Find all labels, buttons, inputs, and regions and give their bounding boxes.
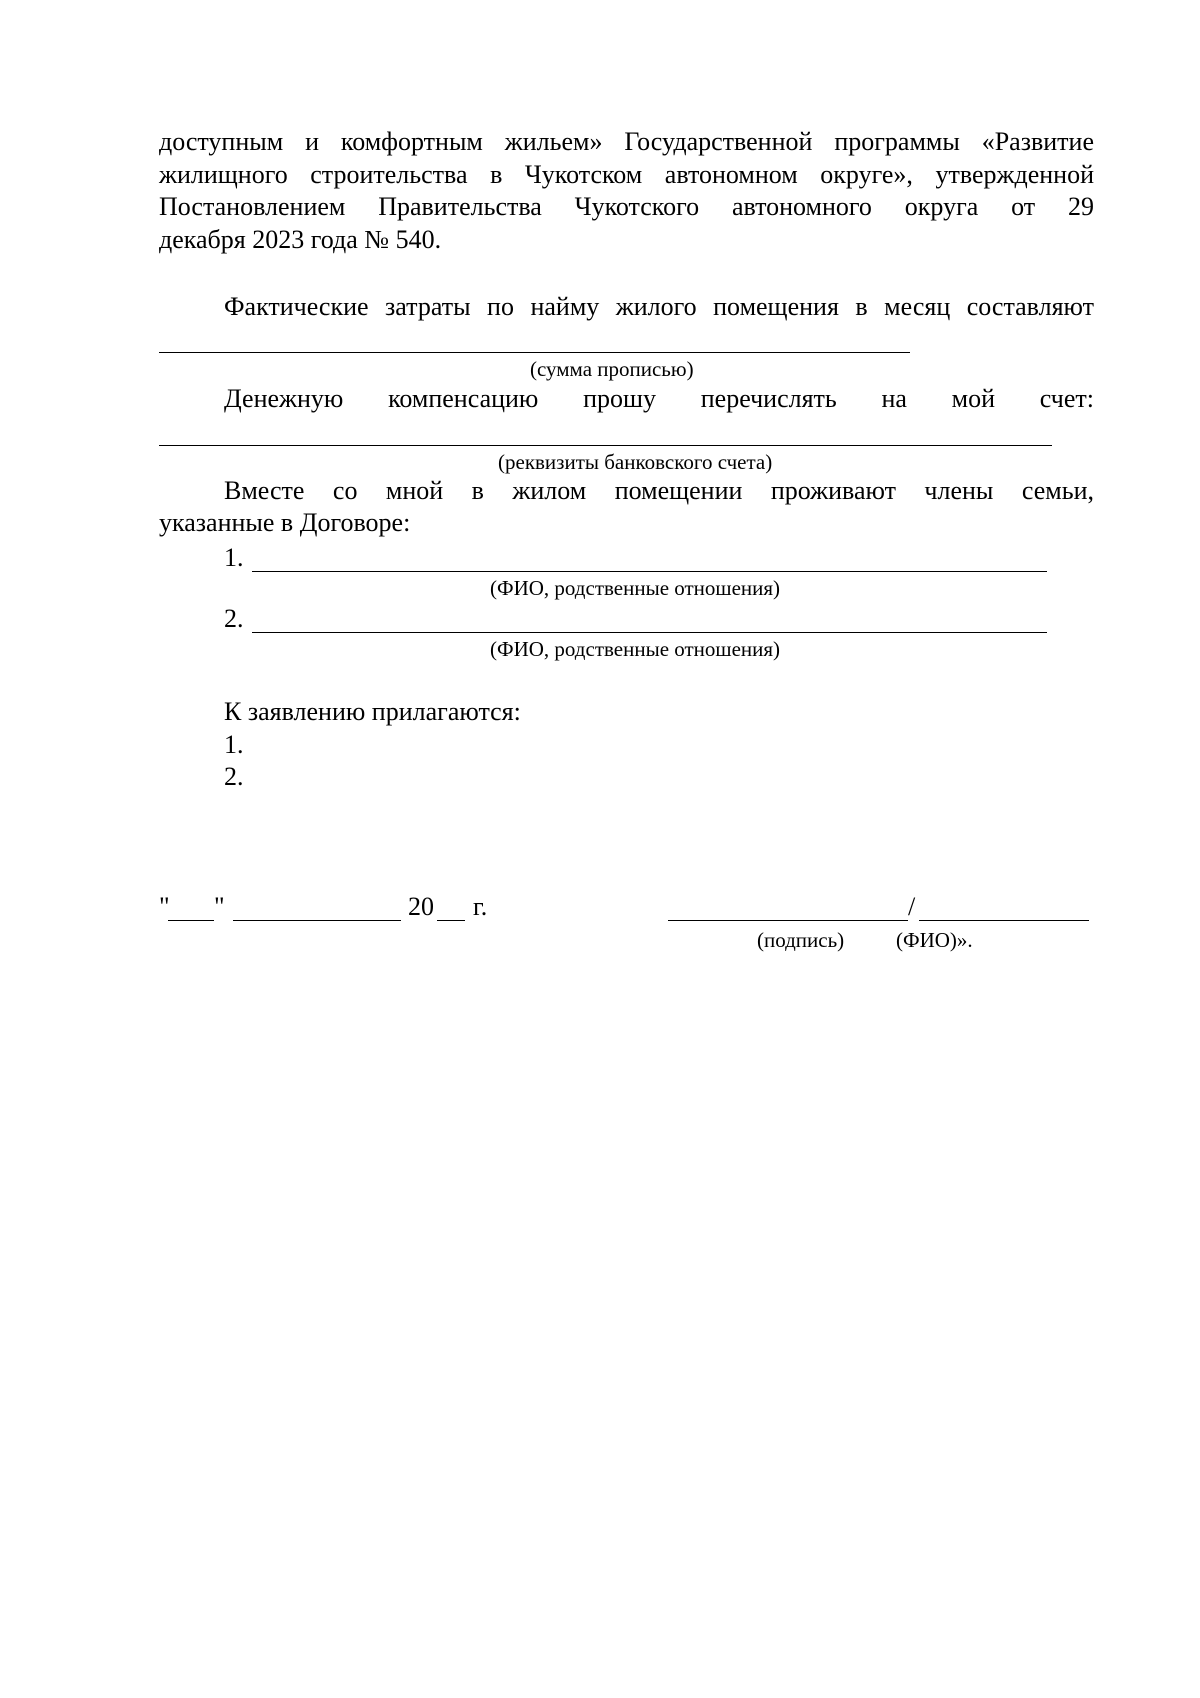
- date-year-line[interactable]: [437, 920, 465, 921]
- payment-paragraph: [224, 383, 1094, 416]
- intro-line-1: доступным и комфортным жильем» Государственной программы «Развитие: [159, 127, 1094, 156]
- family-paragraph-line2-wrap: [159, 507, 1094, 540]
- date-month-line[interactable]: [233, 920, 401, 921]
- signature-line[interactable]: [668, 920, 908, 921]
- family-paragraph-line1-wrap: [224, 475, 1094, 508]
- intro-line-2: жилищного строительства в Чукотском автономном округе», утвержденной: [159, 159, 1094, 189]
- costs-caption: (сумма прописью): [530, 357, 694, 381]
- signature-caption: (подпись): [757, 928, 845, 952]
- family-item-1-caption: (ФИО, родственные отношения): [490, 576, 781, 600]
- attachment-item-2: 2.: [224, 762, 244, 791]
- date-year-prefix: 20: [408, 892, 434, 921]
- family-item-2-number: 2.: [224, 604, 244, 633]
- family-item-1-line[interactable]: [252, 571, 1047, 572]
- costs-text: Фактические затраты по найму жилого помещения в месяц составляют: [224, 292, 1094, 321]
- family-item-2-line[interactable]: [252, 632, 1047, 633]
- attachments-heading: К заявлению прилагаются:: [224, 697, 521, 726]
- date-quote-open: ": [159, 892, 170, 921]
- date-quote-close: ": [214, 892, 225, 921]
- date-year-suffix: г.: [473, 892, 488, 921]
- payment-text: Денежную компенсацию прошу перечислять на мой счет:: [224, 384, 1094, 413]
- signature-name-line[interactable]: [919, 920, 1089, 921]
- payment-account-line[interactable]: [159, 445, 1052, 446]
- intro-paragraph: [159, 126, 1094, 256]
- family-line-1: Вместе со мной в жилом помещении проживают члены семьи,: [224, 476, 1094, 505]
- name-caption: (ФИО)».: [896, 928, 973, 952]
- attachment-item-1: 1.: [224, 730, 244, 759]
- intro-line-4: декабря 2023 года № 540.: [159, 224, 442, 254]
- signature-slash: /: [908, 892, 916, 921]
- date-day-line[interactable]: [168, 920, 214, 921]
- family-item-1-number: 1.: [224, 543, 244, 572]
- payment-caption: (реквизиты банковского счета): [498, 450, 773, 474]
- family-item-2-caption: (ФИО, родственные отношения): [490, 637, 781, 661]
- costs-amount-line[interactable]: [159, 352, 910, 353]
- intro-line-3: Постановлением Правительства Чукотского автономного округа от 29: [159, 192, 1094, 221]
- costs-paragraph: [224, 291, 1094, 324]
- family-line-2: указанные в Договоре:: [159, 508, 411, 537]
